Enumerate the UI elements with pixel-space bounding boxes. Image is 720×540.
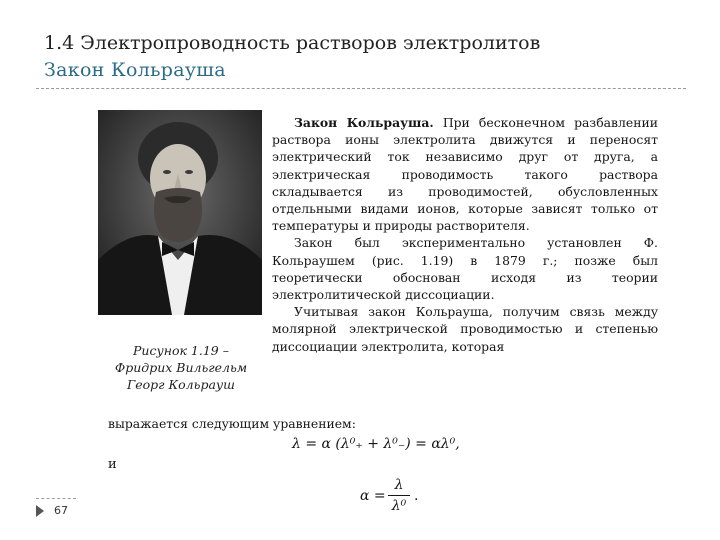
figure-caption (106, 342, 256, 393)
equation-lhs: α = (360, 488, 386, 504)
fraction-bar (388, 495, 410, 496)
body-text (272, 114, 658, 355)
page-number: 67 (54, 504, 68, 517)
fraction-numerator: λ (394, 477, 404, 493)
slide-subtitle: Закон Кольрауша (44, 59, 226, 81)
caption-line: Фридрих Вильгельм (114, 360, 248, 375)
footer-divider (36, 498, 76, 499)
portrait-photo (98, 110, 262, 315)
paragraph-derivation-end: выражается следующим уравнением: (108, 416, 356, 431)
law-heading: Закон Кольрауша. (294, 115, 434, 130)
paragraph-kohlrausch-law (272, 114, 658, 234)
equation-dissociation-degree (360, 476, 440, 520)
bullet-arrow-icon (36, 505, 44, 517)
conjunction-text: и (108, 457, 117, 472)
slide-title-main: 1.4 Электропроводность растворов электролитов (44, 32, 541, 54)
title-divider (36, 88, 686, 89)
paragraph-history: Закон был экспериментально установлен Ф. Кольраушем (рис. 1.19) в 1879 г.; позже был теоретически обоснован исходя из теории электролитической диссоциации. (272, 235, 658, 303)
law-definition: При бесконечном разбавлении раствора ионы электролита движутся и переносят электрический ток независимо друг от друга, а электрическая проводимость такого раствора складывается из проводимостей, обусловленных отдельными видами ионов, которые зависят только от температуры и природы растворителя. (272, 115, 658, 234)
caption-line: Георг Кольрауш (126, 377, 235, 392)
equation-conductivity: λ = α (λ⁰₊ + λ⁰₋) = αλ⁰, (292, 436, 460, 452)
paragraph-derivation: Учитывая закон Кольрауша, получим связь между молярной электрической проводимостью и степенью диссоциации электролита, которая (272, 304, 658, 354)
equation-fraction (388, 476, 410, 515)
portrait-image (98, 110, 262, 315)
slide-title (44, 30, 684, 84)
caption-line: Рисунок 1.19 – (133, 343, 229, 358)
fraction-denominator: λ⁰ (391, 498, 407, 514)
equation-end: . (414, 488, 419, 504)
